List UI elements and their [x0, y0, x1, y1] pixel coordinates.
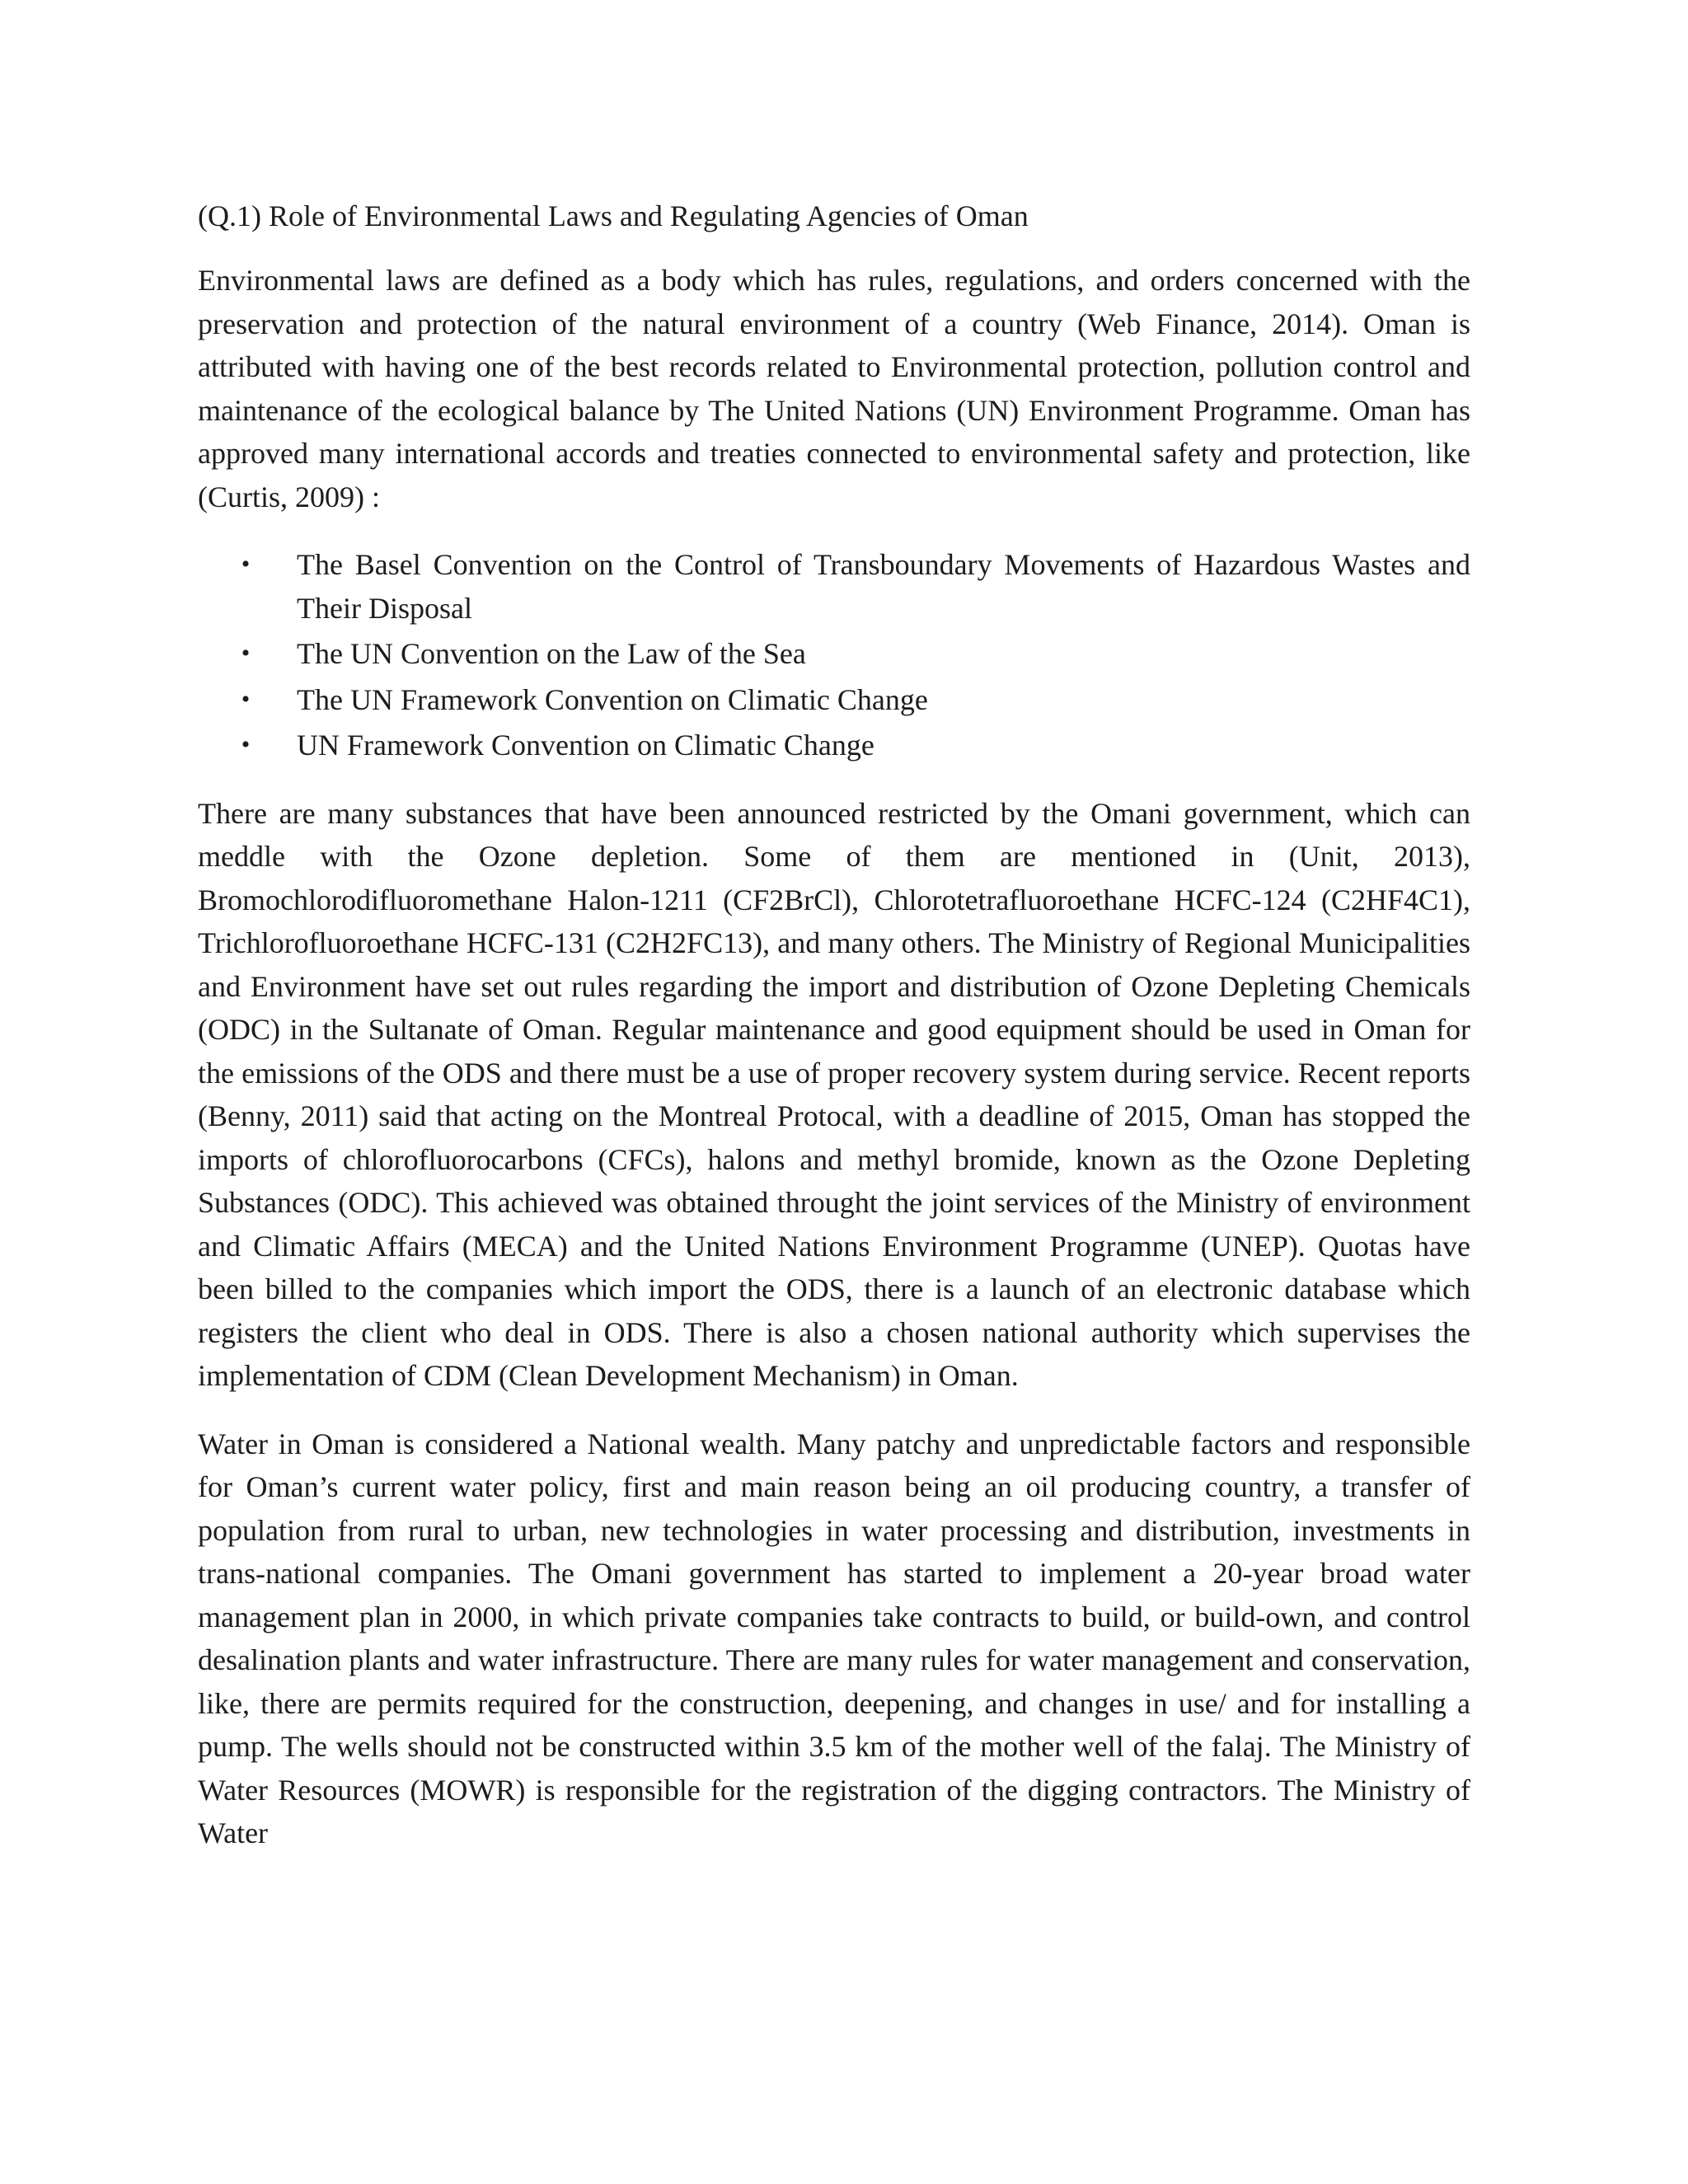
list-item-text: The UN Convention on the Law of the Sea	[297, 637, 806, 670]
list-item-text: UN Framework Convention on Climatic Change	[297, 729, 874, 762]
list-item-text: The UN Framework Convention on Climatic Change	[297, 682, 928, 716]
water-paragraph: Water in Oman is considered a National wealth. Many patchy and unpredictable factors and responsible for Oman’s current water policy, first and main reason being an oil producing country, a transfer of population from rural to urban, new technologies in water processing and distribution, investments in trans-national companies. The Omani government has started to implement a 20-year broad water management plan in 2000, in which private companies take contracts to build, or build-own, and control desalination plants and water infrastructure. There are many rules for water management and conservation, like, there are permits required for the construction, deepening, and changes in use/ and for installing a pump. The wells should not be constructed within 3.5 km of the mother well of the falaj. The Ministry of Water Resources (MOWR) is responsible for the registration of the digging contractors. The Ministry of Water	[198, 1427, 1470, 1849]
bullet-icon: •	[241, 640, 251, 667]
question-heading: (Q.1) Role of Environmental Laws and Regulating Agencies of Oman	[198, 199, 1029, 232]
document-body	[198, 194, 1470, 1880]
conventions-list	[198, 543, 1470, 767]
list-item-text: The Basel Convention on the Control of Transboundary Movements of Hazardous Wastes and Their Disposal	[297, 548, 1470, 625]
ozone-paragraph: There are many substances that have been announced restricted by the Omani government, which can meddle with the Ozone depletion. Some of them are mentioned in (Unit, 2013), Bromochlorodifluoromethane Halon-1211 (CF2BrCl), Chlorotetrafluoroethane HCFC-124 (C2HF4C1), Trichlorofluoroethane HCFC-131 (C2H2FC13), and many others. The Ministry of Regional Municipalities and Environment have set out rules regarding the import and distribution of Ozone Depleting Chemicals (ODC) in the Sultanate of Oman. Regular maintenance and good equipment should be used in Oman for the emissions of the ODS and there must be a use of proper recovery system during service. Recent reports (Benny, 2011) said that acting on the Montreal Protocal, with a deadline of 2015, Oman has stopped the imports of chlorofluorocarbons (CFCs), halons and methyl bromide, known as the Ozone Depleting Substances (ODC). This achieved was obtained throught the joint services of the Ministry of environment and Climatic Affairs (MECA) and the United Nations Environment Programme (UNEP). Quotas have been billed to the companies which import the ODS, there is a launch of an electronic database which registers the client who deal in ODS. There is also a chosen national authority which supervises the implementation of CDM (Clean Development Mechanism) in Oman.	[198, 796, 1470, 1392]
list-item	[198, 632, 1470, 676]
list-item	[198, 543, 1470, 630]
list-item	[198, 678, 1470, 722]
bullet-icon: •	[241, 731, 251, 758]
bullet-icon: •	[241, 551, 251, 578]
bullet-icon: •	[241, 685, 251, 713]
list-item	[198, 724, 1470, 767]
intro-paragraph: Environmental laws are defined as a body which has rules, regulations, and orders concerned with the preservation and protection of the natural environment of a country (Web Finance, 2014). Oman is attributed with having one of the best records related to Environmental protection, pollution control and maintenance of the ecological balance by The United Nations (UN) Environment Programme. Oman has approved many international accords and treaties connected to environmental safety and protection, like (Curtis, 2009) :	[198, 264, 1470, 513]
